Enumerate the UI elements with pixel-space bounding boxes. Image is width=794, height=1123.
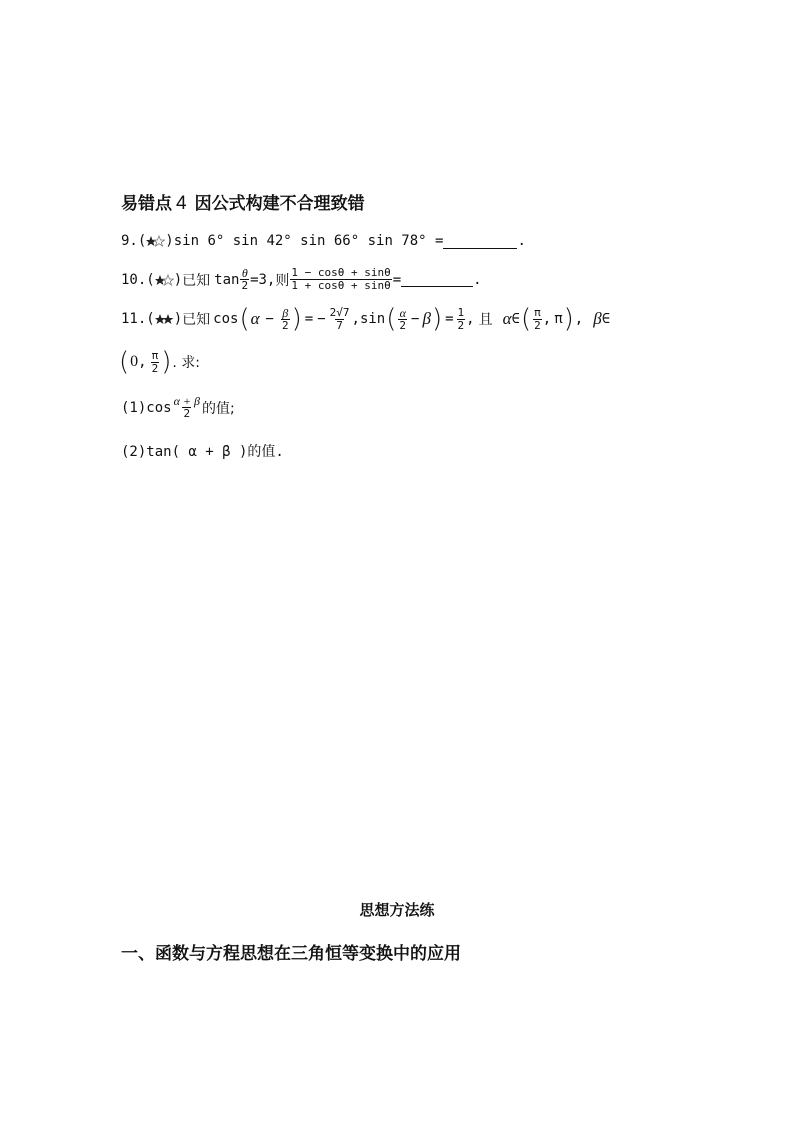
q10-fraction (290, 267, 391, 292)
question-10 (121, 267, 482, 292)
q11-comma3: , (574, 311, 584, 327)
q11-alpha-num: α (399, 305, 406, 320)
q11-beta3: β (593, 309, 602, 328)
q11-interval-line (118, 349, 200, 375)
part1-fraction (173, 395, 201, 420)
q10-theta-half (240, 267, 249, 292)
q11-alpha-half (398, 307, 407, 332)
q11-cos: cos (213, 311, 239, 327)
q11-pi: π (534, 305, 541, 319)
q11-part2 (121, 441, 284, 461)
q11-ask: . 求: (172, 355, 200, 371)
part1-numerator: α + β (173, 394, 200, 408)
q11-beta-half (281, 307, 290, 332)
q11-beta2: β (422, 309, 431, 328)
q10-eq3: =3, (250, 271, 276, 288)
q10-tan: tan (214, 271, 240, 288)
q10-eq: = (392, 271, 402, 288)
q11-beta: β (282, 305, 289, 320)
q10-theta: θ (241, 266, 248, 280)
q10-answer-blank[interactable] (401, 272, 473, 287)
q9-expression: sin 6° sin 42° sin 66° sin 78° = (173, 233, 444, 249)
q11-sin: sin (359, 311, 386, 327)
q11-minus: − (265, 311, 274, 327)
q11-zero: 0 (130, 353, 139, 370)
q11-comma2: , (466, 311, 475, 327)
q10-known: 已知 (182, 272, 211, 289)
question-9 (121, 233, 526, 249)
q10-two: 2 (241, 279, 249, 292)
left-paren: ( (386, 304, 397, 334)
q11-alpha3: α (502, 309, 512, 328)
q11-sep: , (542, 311, 552, 327)
q11-two4: 2 (534, 318, 541, 332)
part2-text: (2)tan( α + β )的值. (121, 444, 284, 460)
section-title: 因公式构建不合理致错 (194, 194, 365, 214)
q10-denominator: 1 + cosθ + sinθ (291, 279, 391, 292)
difficulty-stars-icon (155, 274, 174, 286)
difficulty-stars-icon (155, 313, 174, 325)
part1-denominator: 2 (183, 407, 191, 420)
methods-subtitle: 一、函数与方程思想在三角恒等变换中的应用 (121, 944, 461, 964)
q11-close: ) (173, 311, 183, 327)
q10-tail: . (473, 271, 482, 288)
q11-eq: = (304, 311, 314, 327)
q9-tail: . (517, 233, 526, 249)
q11-number: 11.( (121, 311, 155, 327)
q11-and: 且 (478, 312, 493, 328)
q11-one: 1 (457, 305, 465, 319)
section-heading (121, 189, 365, 215)
q11-two5: 2 (151, 361, 159, 375)
q9-close: ) (165, 233, 174, 249)
q11-pi-half (533, 307, 542, 332)
left-paren: ( (119, 347, 130, 377)
left-paren: ( (520, 304, 532, 334)
q11-pi-half-2 (151, 350, 160, 375)
q11-in: ∈ (511, 311, 520, 327)
q11-alpha: α (250, 309, 260, 328)
q11-two3: 2 (457, 318, 465, 332)
q11-minus2: − (411, 311, 420, 327)
q11-root-fraction (329, 307, 351, 332)
right-paren: ) (431, 304, 443, 334)
q11-known: 已知 (182, 312, 211, 328)
question-11 (121, 306, 610, 332)
q10-then: 则 (275, 272, 290, 289)
q11-comma: , (351, 311, 360, 327)
q11-root-den: 7 (336, 318, 343, 332)
q9-answer-blank[interactable] (443, 234, 517, 249)
q10-numerator: 1 − cosθ + sinθ (291, 266, 391, 279)
q11-root-num: 2√7 (329, 305, 350, 319)
right-paren: ) (291, 304, 302, 334)
right-paren: ) (161, 347, 172, 377)
methods-title: 思想方法练 (359, 901, 435, 919)
q10-number: 10.( (121, 271, 155, 288)
q11-pi3: π (151, 348, 159, 362)
q11-part1 (121, 395, 235, 420)
q11-in2: ∈ (601, 311, 611, 327)
section-prefix: 易错点 (121, 194, 172, 214)
q11-two: 2 (281, 318, 289, 332)
difficulty-stars-icon (146, 235, 165, 247)
q11-eq2: = (445, 311, 454, 327)
q9-number: 9.( (121, 233, 147, 249)
q11-pi2: π (554, 311, 563, 327)
part1-tail: 的值; (201, 400, 235, 417)
q11-neg: − (317, 311, 326, 327)
q11-sep2: , (138, 354, 147, 370)
section-number: 4 (176, 193, 187, 214)
q10-close: ) (173, 271, 183, 288)
right-paren: ) (563, 304, 574, 334)
q11-two-den: 2 (399, 318, 407, 332)
left-paren: ( (239, 304, 250, 334)
q11-half (457, 307, 466, 332)
part1-label: (1)cos (121, 399, 172, 416)
